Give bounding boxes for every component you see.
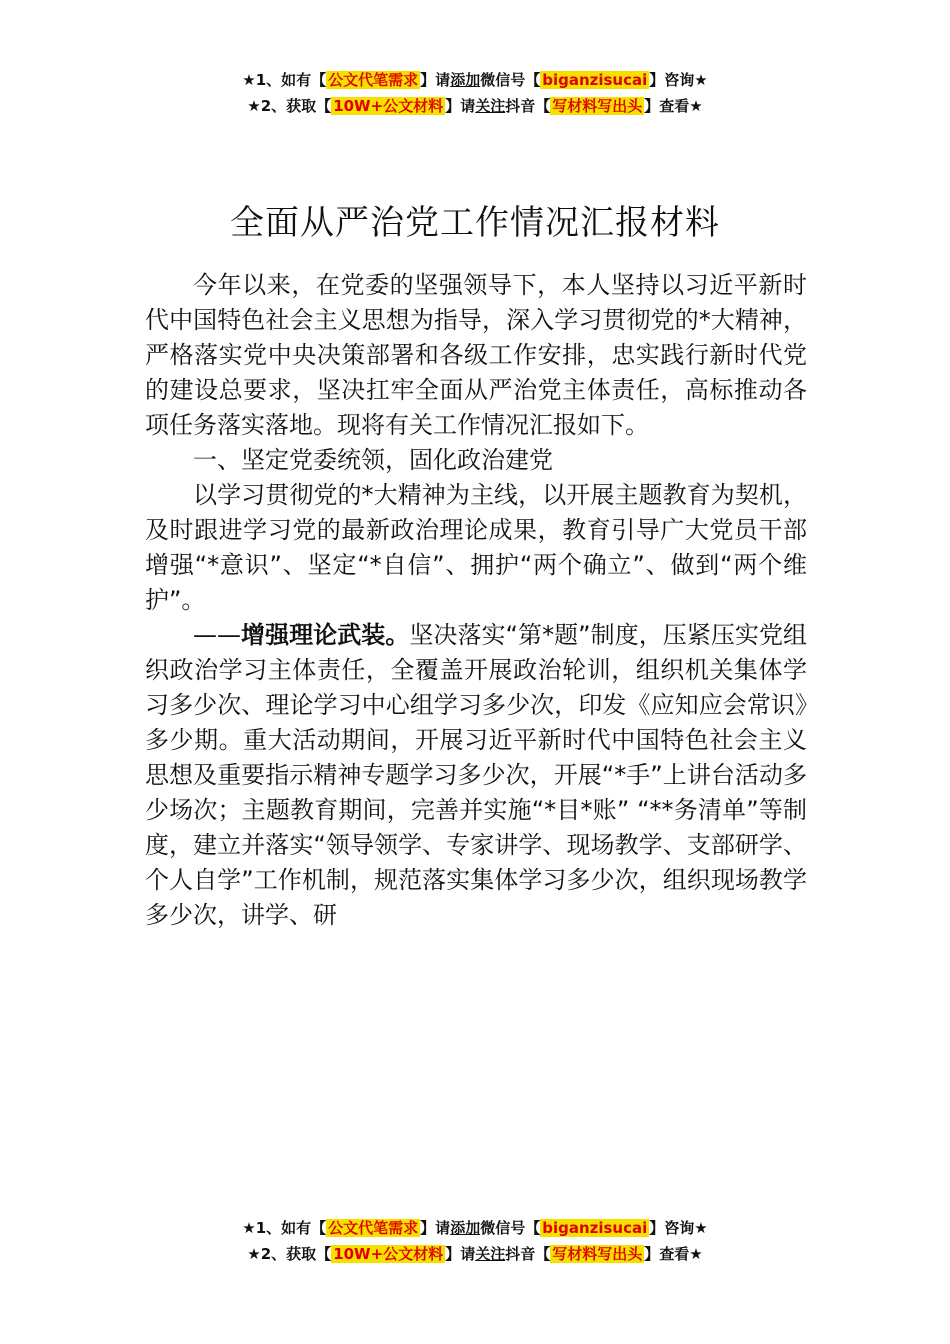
banner-text: 微信号【 bbox=[480, 71, 541, 89]
highlight-materials: 10W+公文材料 bbox=[333, 1245, 444, 1263]
section-heading-1: 一、坚定党委统领，固化政治建党 bbox=[193, 446, 553, 474]
paragraph-text: 坚决落实“第*题”制度，压紧压实党组织政治学习主体责任，全覆盖开展政治轮训，组织机关集体学习多少次、理论学习中心组学习多少次，印发《应知应会常识》多少期。重大活动期间，开展习近平新时代中国特色社会主义思想及重要指示精神专题学习多少次，开展“*手”上讲台活动多少场次；主题教育期间，完善并实施“*目*账” “**务清单”等制度，建立并落实“领导领学、专家讲学、现场教学、支部研学、个人自学”工作机制，规范落实集体学习多少次，组织现场教学多少次，讲学、研 bbox=[145, 621, 808, 929]
underlined-text: 添加 bbox=[450, 1219, 481, 1237]
banner-text: 抖音【 bbox=[505, 1245, 551, 1263]
highlight-douyin-id: 写材料写出头 bbox=[552, 97, 643, 115]
header-ad-banner bbox=[0, 67, 950, 119]
underlined-text: 关注 bbox=[475, 97, 506, 115]
underlined-text: 关注 bbox=[475, 1245, 506, 1263]
banner-text: 】咨询★ bbox=[649, 1219, 708, 1237]
banner-text: ★1、如有【 bbox=[242, 1219, 327, 1237]
banner-line-1 bbox=[0, 67, 950, 93]
footer-ad-banner bbox=[0, 1215, 950, 1267]
highlight-materials: 10W+公文材料 bbox=[333, 97, 444, 115]
banner-text: 微信号【 bbox=[480, 1219, 541, 1237]
banner-line-2 bbox=[0, 93, 950, 119]
highlight-service: 公文代笔需求 bbox=[328, 71, 419, 89]
banner-text: ★2、获取【 bbox=[247, 97, 332, 115]
paragraph-theory-arming bbox=[145, 618, 807, 933]
banner-text: ★1、如有【 bbox=[242, 71, 327, 89]
highlight-wechat-id: biganzisucai bbox=[542, 71, 648, 89]
document-title: 全面从严治党工作情况汇报材料 bbox=[230, 202, 720, 243]
banner-line-2 bbox=[0, 1241, 950, 1267]
paragraph-section-1: 以学习贯彻党的*大精神为主线，以开展主题教育为契机，及时跟进学习党的最新政治理论成果，教育引导广大党员干部增强“*意识”、坚定“*自信”、拥护“两个确立”、做到“两个维护”。 bbox=[145, 481, 807, 614]
banner-line-1 bbox=[0, 1215, 950, 1241]
banner-text: 】查看★ bbox=[644, 97, 703, 115]
banner-text: 】请 bbox=[445, 1245, 476, 1263]
highlight-wechat-id: biganzisucai bbox=[542, 1219, 648, 1237]
banner-text: ★2、获取【 bbox=[247, 1245, 332, 1263]
highlight-douyin-id: 写材料写出头 bbox=[552, 1245, 643, 1263]
banner-text: 】咨询★ bbox=[649, 71, 708, 89]
bold-subheading: 增强理论武装。 bbox=[241, 621, 410, 649]
dash-lead: —— bbox=[193, 621, 241, 649]
underlined-text: 添加 bbox=[450, 71, 481, 89]
banner-text: 】请 bbox=[445, 97, 476, 115]
highlight-service: 公文代笔需求 bbox=[328, 1219, 419, 1237]
banner-text: 】查看★ bbox=[644, 1245, 703, 1263]
banner-text: 抖音【 bbox=[505, 97, 551, 115]
banner-text: 】请 bbox=[420, 1219, 451, 1237]
banner-text: 】请 bbox=[420, 71, 451, 89]
paragraph-intro: 今年以来，在党委的坚强领导下，本人坚持以习近平新时代中国特色社会主义思想为指导，深入学习贯彻党的*大精神，严格落实党中央决策部署和各级工作安排，忠实践行新时代党的建设总要求，坚决扛牢全面从严治党主体责任，高标推动各项任务落实落地。现将有关工作情况汇报如下。 bbox=[145, 271, 807, 439]
document-body bbox=[145, 268, 807, 933]
